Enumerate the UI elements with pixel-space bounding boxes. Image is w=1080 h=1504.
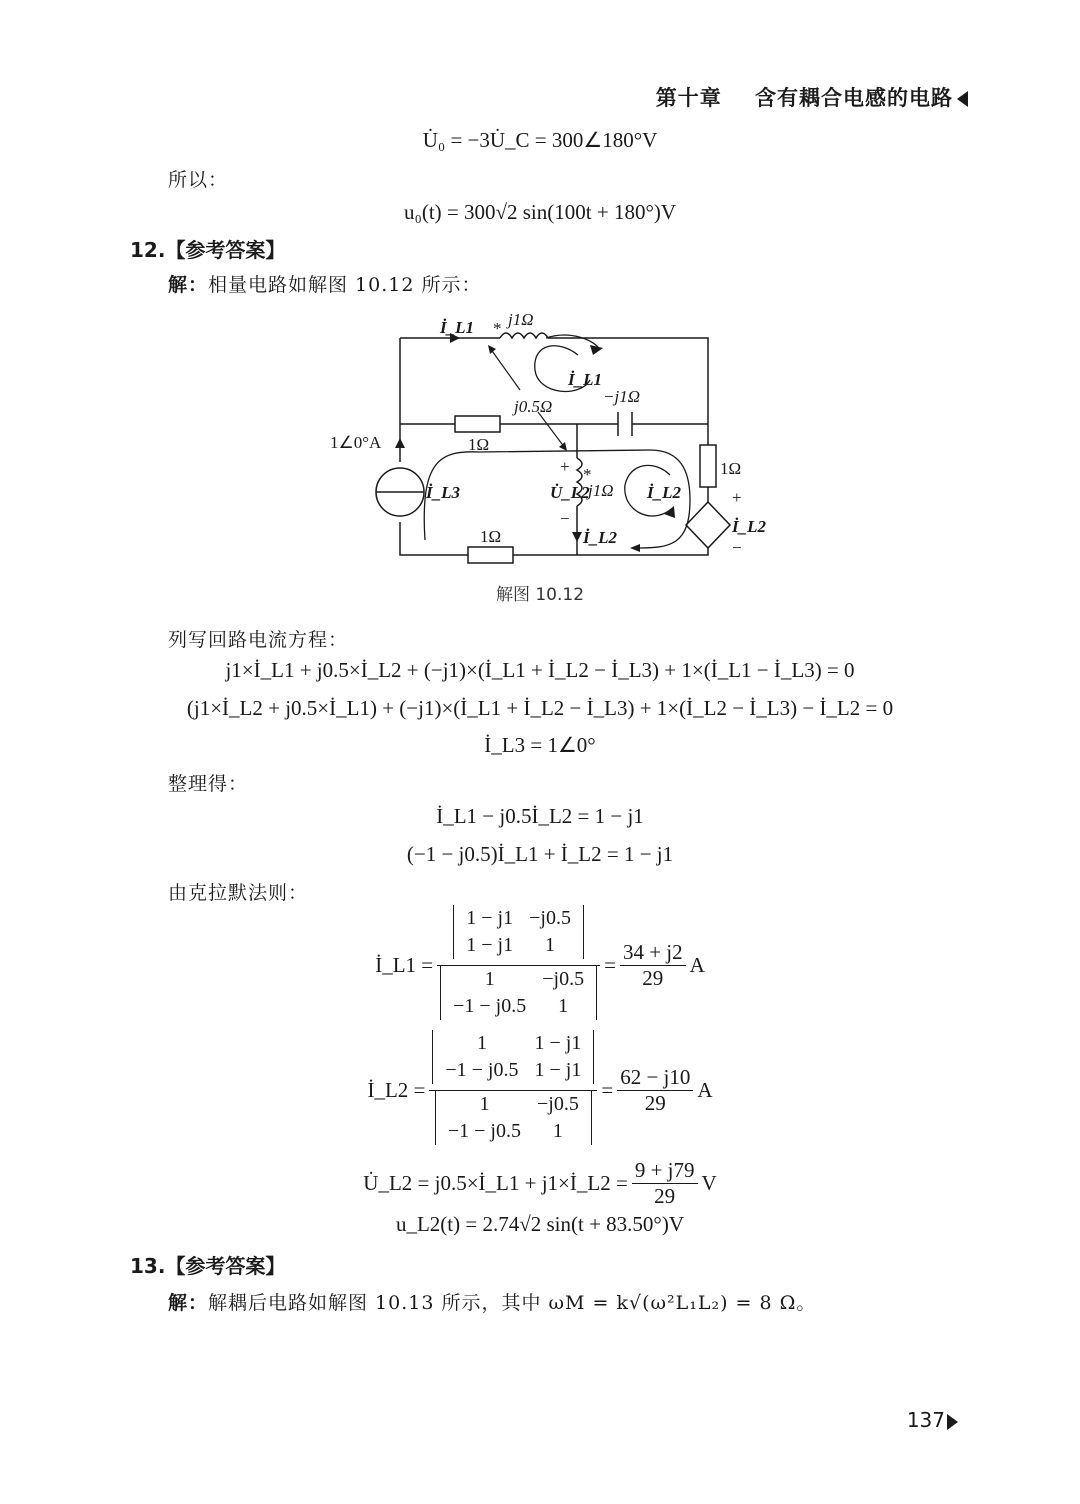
determinant-cell: −1 − j0.5	[447, 1120, 521, 1142]
label-il1-top: İ_L1	[440, 318, 474, 337]
label-il1-loop: İ_L1	[568, 370, 602, 389]
ul2-num: 9 + j79	[632, 1158, 698, 1184]
label-il2-dep: İ_L2	[732, 517, 766, 536]
il1-result-den: 29	[642, 966, 664, 990]
resistor-right	[700, 445, 716, 487]
il1-unit: A	[689, 953, 705, 977]
il2-result-den: 29	[644, 1091, 666, 1115]
label-resistor-right: 1Ω	[720, 459, 742, 478]
text-liexie: 列写回路电流方程：	[168, 629, 349, 651]
section-13-label: 【参考答案】	[165, 1254, 286, 1278]
chapter-header	[656, 82, 968, 112]
label-minus-ul2: −	[560, 509, 570, 528]
il2-determinant-fraction	[429, 1030, 597, 1151]
text-kelamo: 由克拉默法则：	[168, 882, 309, 904]
solution-13-jie: 解：	[168, 1292, 209, 1314]
il1-result	[620, 940, 686, 991]
label-il2-branch: İ_L2	[583, 528, 617, 547]
det-il1-bottom	[445, 966, 592, 1020]
determinant-cell: −1 − j0.5	[445, 1059, 519, 1081]
det-il2-bottom	[440, 1091, 587, 1145]
ul2-eq: U̇_L2 = j0.5×İ_L1 + j1×İ_L2 =	[363, 1171, 628, 1195]
label-mid-inductor: j1Ω	[588, 481, 614, 500]
determinant-cell: 1 − j1	[534, 1032, 582, 1054]
cramer-il1: İ_L1 = 1 − j1 −j0.5 1 − j1 1 1 −j0.5 −1 − j0.5 1 = $\frac{34 + j2}{29}$ A	[0, 905, 1080, 1026]
det-il1-top	[458, 905, 579, 959]
solution-13-intro	[168, 1288, 816, 1315]
chapter-number: 第十章	[655, 86, 722, 110]
equation-ul2t: u_L2(t) = 2.74√2 sin(t + 83.50°)V	[395, 1212, 684, 1236]
equation-u0t: u₀(t) = 300√2 sin(100t + 180°)V	[404, 200, 676, 224]
label-star-top: *	[493, 319, 502, 338]
label-mutual: j0.5Ω	[514, 397, 553, 416]
label-capacitor: −j1Ω	[603, 387, 640, 406]
determinant-cell: 1 − j1	[466, 907, 514, 929]
determinant-cell: 1	[476, 1032, 487, 1054]
text-zhengli: 整理得：	[168, 773, 249, 795]
solution-13-text: 解耦后电路如解图 10.13 所示，其中 ωM = k√(ω²L₁L₂) = 8 Ω。	[208, 1292, 817, 1314]
label-plus-ul2: +	[560, 457, 570, 476]
resistor-bottom	[468, 547, 513, 563]
label-minus-dep: −	[732, 538, 742, 557]
label-resistor-bottom: 1Ω	[480, 527, 502, 546]
ul2-den: 29	[654, 1184, 676, 1208]
section-13-number: 13.	[130, 1254, 166, 1278]
solution-12-text: 相量电路如解图 10.12 所示：	[208, 274, 482, 296]
il1-result-num: 34 + j2	[620, 940, 686, 966]
determinant-cell: 1	[552, 1120, 563, 1142]
determinant-cell: 1	[484, 968, 495, 990]
ul2-fraction	[632, 1158, 698, 1209]
equation-1: j1×İ_L1 + j0.5×İ_L2 + (−j1)×(İ_L1 + İ_L2 − İ_L3) + 1×(İ_L1 − İ_L3) = 0	[225, 658, 855, 682]
determinant-cell: 1 − j1	[466, 934, 514, 956]
equation-5: (−1 − j0.5)İ_L1 + İ_L2 = 1 − j1	[406, 842, 674, 866]
determinant-cell: −j0.5	[537, 1093, 579, 1115]
dependent-source	[686, 502, 730, 548]
label-star-mid: *	[583, 465, 592, 484]
il2-result	[617, 1065, 693, 1116]
determinant-cell: 1	[545, 934, 556, 956]
equation-4: İ_L1 − j0.5İ_L2 = 1 − j1	[436, 804, 644, 828]
label-il2-loop: İ_L2	[647, 483, 681, 502]
solution-12-intro	[168, 270, 482, 297]
determinant-cell: −1 − j0.5	[453, 995, 527, 1017]
equation-u0: U̇₀ = −3U̇_C = 300∠180°V	[422, 128, 658, 152]
cramer-il2: İ_L2 = 1 1 − j1 −1 − j0.5 1 − j1 1 −j0.5 −1 − j0.5 1 = $\frac{62 - j10}{29}$ A	[0, 1030, 1080, 1151]
page-number	[907, 1408, 958, 1432]
equation-3: İ_L3 = 1∠0°	[484, 733, 596, 757]
det-il2-top	[437, 1030, 589, 1084]
il1-lhs: İ_L1 =	[375, 953, 434, 977]
solution-12-jie: 解：	[168, 274, 209, 296]
chapter-title: 含有耦合电感的电路	[755, 86, 953, 110]
label-plus-dep: +	[732, 488, 742, 507]
determinant-cell: −j0.5	[529, 907, 571, 929]
determinant-cell: 1	[479, 1093, 490, 1115]
equation-2: (j1×İ_L2 + j0.5×İ_L1) + (−j1)×(İ_L1 + İ_L2 − İ_L3) + 1×(İ_L2 − İ_L3) − İ_L2 = 0	[186, 696, 894, 720]
triangle-left-icon	[957, 91, 968, 107]
determinant-cell: 1	[558, 995, 569, 1017]
circuit-diagram	[320, 300, 766, 570]
label-ul2: U̇_L2	[550, 483, 590, 502]
il2-unit: A	[697, 1078, 713, 1102]
determinant-cell: 1 − j1	[534, 1059, 582, 1081]
ul2-unit: V	[701, 1171, 717, 1195]
figure-caption: 解图 10.12	[495, 585, 585, 605]
label-resistor-mid: 1Ω	[468, 435, 490, 454]
triangle-right-icon	[947, 1414, 958, 1430]
page-number-text: 137	[906, 1408, 945, 1432]
label-source: 1∠0°A	[330, 433, 382, 452]
il2-lhs: İ_L2 =	[367, 1078, 426, 1102]
text-suoyi: 所以：	[168, 169, 229, 191]
section-12-heading	[130, 234, 285, 263]
label-il3: İ_L3	[426, 483, 460, 502]
section-12-number: 12.	[130, 238, 166, 262]
il2-result-num: 62 − j10	[617, 1065, 693, 1091]
equation-ul2	[0, 1158, 1080, 1209]
resistor-mid	[455, 416, 500, 432]
label-top-inductor: j1Ω	[508, 310, 534, 329]
il1-determinant-fraction	[437, 905, 600, 1026]
determinant-cell: −j0.5	[542, 968, 585, 990]
section-12-label: 【参考答案】	[165, 238, 286, 262]
section-13-heading	[130, 1250, 285, 1279]
